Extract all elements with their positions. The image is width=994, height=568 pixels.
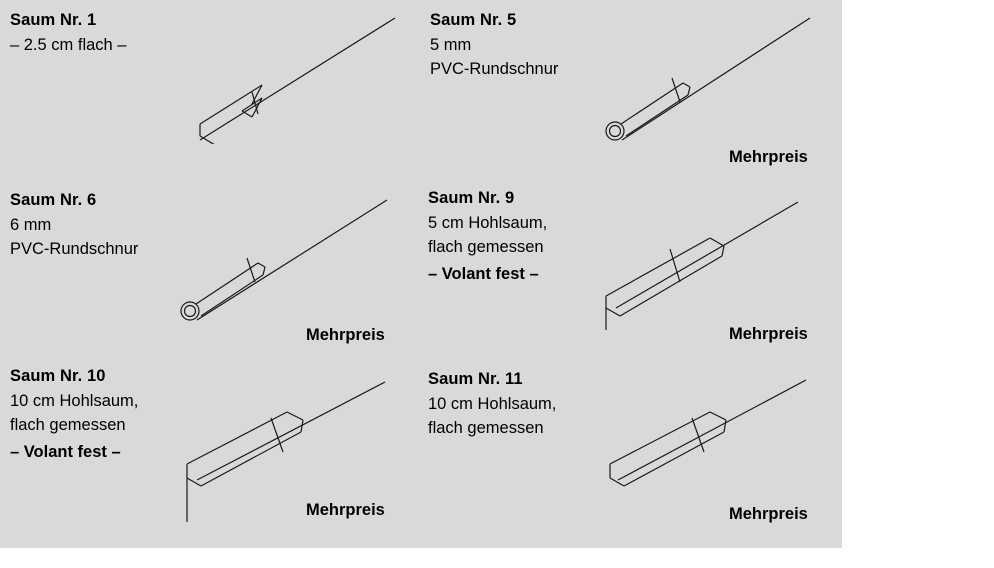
hem-description-line: 10 cm Hohlsaum, <box>428 394 557 413</box>
hem-drawing-hollow-hem-plain <box>600 376 820 506</box>
hem-title: Saum Nr. 6 <box>10 191 97 209</box>
hem-title: Saum Nr. 11 <box>428 370 523 388</box>
hem-description-line: PVC-Rundschnur <box>430 60 559 78</box>
hem-item-saum-nr-6 <box>10 192 138 258</box>
hem-item-saum-nr-10 <box>10 368 138 460</box>
hem-surcharge-label: Mehrpreis <box>306 501 385 519</box>
hem-description-line: flach gemessen <box>428 238 544 256</box>
hem-title: Saum Nr. 5 <box>430 11 517 29</box>
hem-description-line: 6 mm <box>10 215 52 234</box>
hem-drawing-flat-hem-tube <box>190 14 410 144</box>
hem-item-saum-nr-9 <box>428 190 547 282</box>
hem-description-line: 5 cm Hohlsaum, <box>428 213 548 232</box>
hem-title: Saum Nr. 9 <box>428 189 515 207</box>
hem-description-line: flach gemessen <box>428 419 544 437</box>
hem-surcharge-label: Mehrpreis <box>729 325 808 343</box>
hem-volant-label: – Volant fest – <box>10 442 121 461</box>
hem-item-saum-nr-1 <box>10 12 126 53</box>
hem-description-line: – 2.5 cm flach – <box>10 35 127 54</box>
hem-item-saum-nr-11 <box>428 371 556 437</box>
hem-volant-label: – Volant fest – <box>428 264 539 283</box>
hem-surcharge-label: Mehrpreis <box>729 148 808 166</box>
hem-item-saum-nr-5 <box>430 12 558 78</box>
hem-description-line: PVC-Rundschnur <box>10 240 139 258</box>
hem-title: Saum Nr. 1 <box>10 11 97 29</box>
hem-description-line: 10 cm Hohlsaum, <box>10 391 139 410</box>
hem-surcharge-label: Mehrpreis <box>306 326 385 344</box>
hem-surcharge-label: Mehrpreis <box>729 505 808 523</box>
hem-drawing-cord-hem-loop <box>175 194 395 324</box>
hem-drawing-cord-hem-loop <box>600 14 820 144</box>
hem-description-line: 5 mm <box>430 35 472 54</box>
hem-title: Saum Nr. 10 <box>10 367 106 385</box>
hem-drawing-hollow-hem-flap <box>598 196 818 336</box>
hem-description-line: flach gemessen <box>10 416 126 434</box>
